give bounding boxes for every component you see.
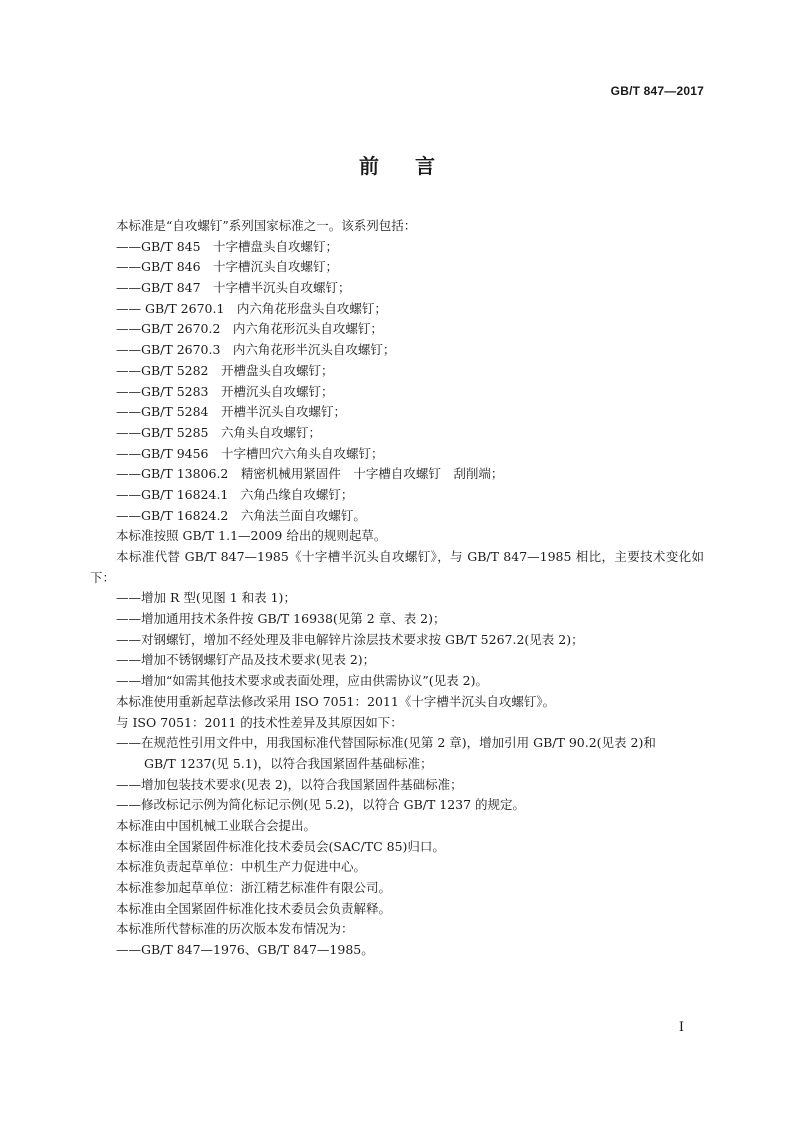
intro-paragraph: 本标准是“自攻螺钉”系列国家标准之一。该系列包括： (116, 218, 417, 233)
series-item: ——GB/T 16824.2 六角法兰面自攻螺钉。 (116, 507, 366, 523)
series-item: ——GB/T 2670.3 内六角花形半沉头自攻螺钉； (116, 342, 396, 358)
change-item: ——增加不锈钢螺钉产品及技术要求(见表 2)； (116, 652, 376, 668)
series-item: ——GB/T 846 十字槽沉头自攻螺钉； (116, 259, 339, 275)
history-item: ——GB/T 847—1976、GB/T 847—1985。 (116, 942, 374, 958)
foreword-body (90, 216, 704, 961)
centralized-paragraph: 本标准由全国紧固件标准化技术委员会(SAC/TC 85)归口。 (116, 838, 445, 854)
iso-redraft-paragraph: 本标准使用重新起草法修改采用 ISO 7051：2011《十字槽半沉头自攻螺钉》。 (116, 693, 556, 709)
history-intro-paragraph: 本标准所代替标准的历次版本发布情况为： (116, 921, 354, 937)
iso-diff-paragraph: 与 ISO 7051：2011 的技术性差异及其原因如下： (116, 714, 403, 730)
drafter-paragraph: 本标准负责起草单位：中机生产力促进中心。 (116, 859, 367, 875)
change-item: ——增加“如需其他技术要求或表面处理，应由供需协议”(见表 2)。 (116, 673, 488, 689)
standard-code: GB/T 847—2017 (610, 84, 704, 98)
page-number: I (678, 1020, 684, 1035)
change-item: ——对钢螺钉，增加不经处理及非电解锌片涂层技术要求按 GB/T 5267.2(见表 2)； (116, 631, 584, 647)
series-item: ——GB/T 5283 开槽沉头自攻螺钉； (116, 383, 334, 399)
series-item: ——GB/T 13806.2 精密机械用紧固件 十字槽自攻螺钉 刮削端； (116, 466, 504, 482)
series-item: ——GB/T 5284 开槽半沉头自攻螺钉； (116, 404, 347, 420)
diff-item: ——在规范性引用文件中，用我国标准代替国际标准(见第 2 章)，增加引用 GB/T 90.2(见表 2)和 (116, 735, 656, 751)
series-item: ——GB/T 2670.2 内六角花形沉头自攻螺钉； (116, 321, 383, 337)
series-item: ——GB/T 16824.1 六角凸缘自攻螺钉； (116, 486, 354, 502)
drafted-paragraph: 本标准按照 GB/T 1.1—2009 给出的规则起草。 (116, 528, 387, 544)
diff-item: ——增加包装技术要求(见表 2)，以符合我国紧固件基础标准； (116, 776, 463, 792)
change-item: ——增加 R 型(见图 1 和表 1)； (116, 590, 296, 606)
series-item: ——GB/T 847 十字槽半沉头自攻螺钉； (116, 280, 351, 296)
proposed-paragraph: 本标准由中国机械工业联合会提出。 (116, 817, 317, 833)
participant-paragraph: 本标准参加起草单位：浙江精艺标准件有限公司。 (116, 880, 392, 896)
replaces-paragraph: 本标准代替 GB/T 847—1985《十字槽半沉头自攻螺钉》，与 GB/T 847—1985 相比，主要技术变化如下： (90, 549, 704, 585)
series-item: —— GB/T 2670.1 内六角花形盘头自攻螺钉； (116, 300, 387, 316)
diff-item-continued: GB/T 1237(见 5.1)，以符合我国紧固件基础标准； (144, 755, 433, 771)
page-title: 前言 (359, 154, 471, 178)
series-item: ——GB/T 9456 十字槽凹穴六角头自攻螺钉； (116, 445, 384, 461)
interpret-paragraph: 本标准由全国紧固件标准化技术委员会负责解释。 (116, 900, 392, 916)
series-item: ——GB/T 845 十字槽盘头自攻螺钉； (116, 238, 339, 254)
series-item: ——GB/T 5285 六角头自攻螺钉； (116, 424, 322, 440)
series-item: ——GB/T 5282 开槽盘头自攻螺钉； (116, 362, 334, 378)
change-item: ——增加通用技术条件按 GB/T 16938(见第 2 章、表 2)； (116, 611, 446, 627)
diff-item: ——修改标记示例为简化标记示例(见 5.2)，以符合 GB/T 1237 的规定。 (116, 797, 526, 813)
